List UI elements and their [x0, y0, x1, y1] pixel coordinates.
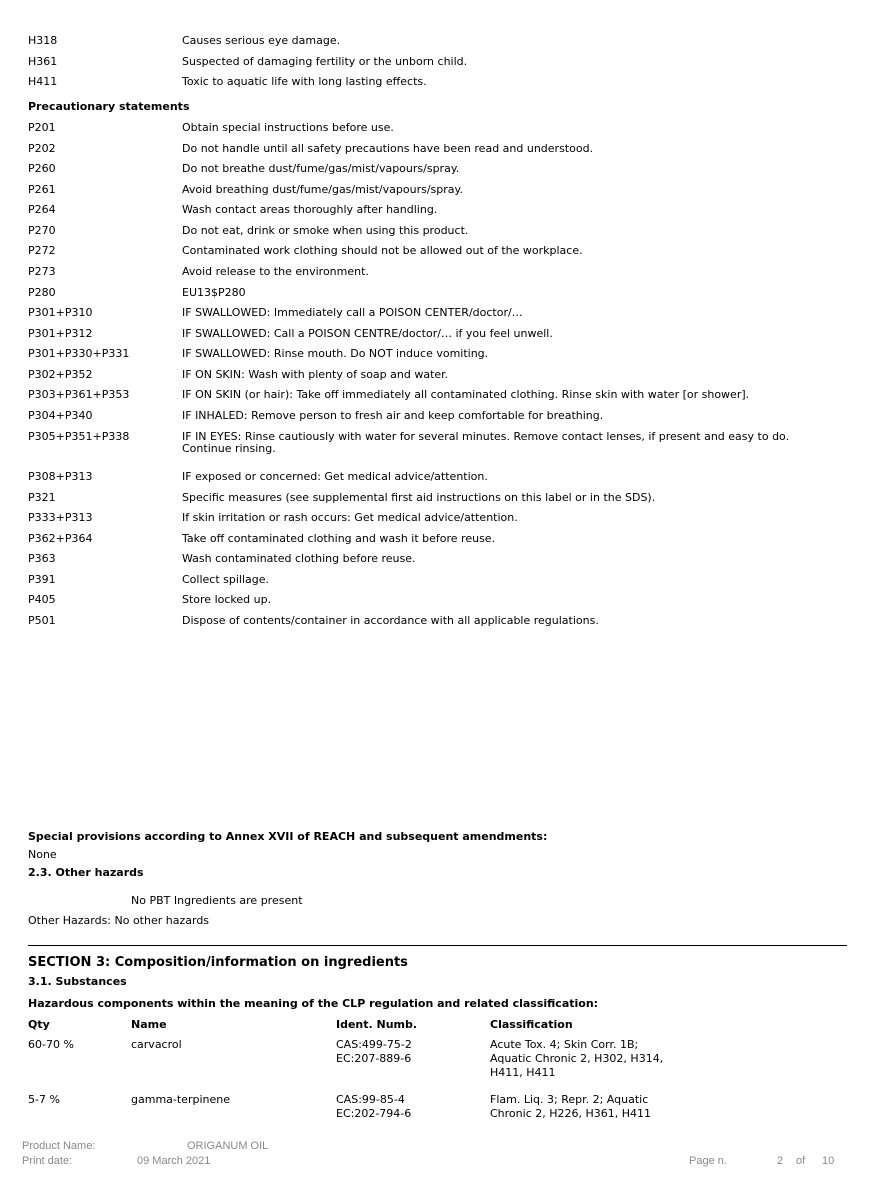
footer-print-value: 09 March 2021 [137, 1155, 211, 1167]
statement-code: P305+P351+P338 [28, 430, 130, 443]
cell-qty: 5-7 % [28, 1093, 60, 1106]
statement-code: P405 [28, 593, 56, 606]
cell-ident-cas: CAS:99-85-4 [336, 1093, 405, 1106]
statement-text: IF IN EYES: Rinse cautiously with water for several minutes. Remove contact lenses, if present and easy to do. [182, 430, 790, 443]
statement-code: H318 [28, 34, 58, 47]
cell-ident-ec: EC:202-794-6 [336, 1107, 412, 1120]
statement-code: P303+P361+P353 [28, 388, 130, 401]
cell-classification: Chronic 2, H226, H361, H411 [490, 1107, 652, 1120]
cell-classification: Aquatic Chronic 2, H302, H314, [490, 1052, 664, 1065]
cell-ident-ec: EC:207-889-6 [336, 1052, 412, 1065]
statement-text: IF ON SKIN: Wash with plenty of soap and water. [182, 368, 449, 381]
statement-text: Collect spillage. [182, 573, 270, 586]
statement-text: IF SWALLOWED: Call a POISON CENTRE/doctor/… if you feel unwell. [182, 327, 553, 340]
footer-page-current: 2 [777, 1155, 784, 1167]
special-provisions-heading: Special provisions according to Annex XVII of REACH and subsequent amendments: [28, 830, 548, 843]
statement-code: P501 [28, 614, 56, 627]
section3-title: SECTION 3: Composition/information on ingredients [28, 955, 408, 970]
column-header-name: Name [131, 1018, 167, 1031]
statement-text: Toxic to aquatic life with long lasting effects. [182, 75, 427, 88]
statement-text: Obtain special instructions before use. [182, 121, 394, 134]
statement-code: H361 [28, 55, 58, 68]
cell-classification: Acute Tox. 4; Skin Corr. 1B; [490, 1038, 639, 1051]
statement-code: P280 [28, 286, 56, 299]
statement-code: P304+P340 [28, 409, 93, 422]
statement-text: Do not eat, drink or smoke when using this product. [182, 224, 469, 237]
statement-text: Store locked up. [182, 593, 272, 606]
footer-page-of: of [796, 1155, 806, 1167]
cell-name: gamma-terpinene [131, 1093, 230, 1106]
cell-classification: Flam. Liq. 3; Repr. 2; Aquatic [490, 1093, 649, 1106]
statement-code: P301+P312 [28, 327, 93, 340]
statement-text: IF SWALLOWED: Immediately call a POISON CENTER/doctor/… [182, 306, 523, 319]
components-heading: Hazardous components within the meaning of the CLP regulation and related classification: [28, 997, 599, 1010]
statement-code: H411 [28, 75, 58, 88]
cell-qty: 60-70 % [28, 1038, 74, 1051]
statement-text: EU13$P280 [182, 286, 246, 299]
statement-text: IF exposed or concerned: Get medical advice/attention. [182, 470, 488, 483]
column-header-ident: Ident. Numb. [336, 1018, 418, 1031]
statement-code: P301+P310 [28, 306, 93, 319]
statement-text: If skin irritation or rash occurs: Get medical advice/attention. [182, 511, 518, 524]
statement-text: Do not handle until all safety precautions have been read and understood. [182, 142, 594, 155]
precautionary-heading: Precautionary statements [28, 100, 190, 113]
statement-code: P308+P313 [28, 470, 93, 483]
statement-code: P270 [28, 224, 56, 237]
section-divider [28, 945, 847, 946]
column-header-qty: Qty [28, 1018, 50, 1031]
statement-code: P261 [28, 183, 56, 196]
statement-code: P363 [28, 552, 56, 565]
footer-print-label: Print date: [22, 1155, 73, 1167]
statement-code: P391 [28, 573, 56, 586]
statement-text: IF INHALED: Remove person to fresh air and keep comfortable for breathing. [182, 409, 604, 422]
cell-ident-cas: CAS:499-75-2 [336, 1038, 412, 1051]
statement-text: Do not breathe dust/fume/gas/mist/vapours/spray. [182, 162, 460, 175]
statement-code: P362+P364 [28, 532, 93, 545]
statement-text: Wash contact areas thoroughly after handling. [182, 203, 438, 216]
statement-text: Avoid breathing dust/fume/gas/mist/vapours/spray. [182, 183, 463, 196]
statement-text: IF SWALLOWED: Rinse mouth. Do NOT induce vomiting. [182, 347, 489, 360]
statement-text: IF ON SKIN (or hair): Take off immediately all contaminated clothing. Rinse skin with water [or shower]. [182, 388, 750, 401]
footer-product-value: ORIGANUM OIL [187, 1140, 269, 1152]
statement-code: P202 [28, 142, 56, 155]
statement-text: Dispose of contents/container in accordance with all applicable regulations. [182, 614, 599, 627]
column-header-classification: Classification [490, 1018, 573, 1031]
statement-text: Wash contaminated clothing before reuse. [182, 552, 416, 565]
statement-code: P333+P313 [28, 511, 93, 524]
statement-code: P264 [28, 203, 56, 216]
statement-code: P321 [28, 491, 56, 504]
statement-code: P301+P330+P331 [28, 347, 130, 360]
other-hazards-heading: 2.3. Other hazards [28, 866, 144, 879]
statement-text: Take off contaminated clothing and wash it before reuse. [182, 532, 496, 545]
statement-text: Causes serious eye damage. [182, 34, 341, 47]
statement-code: P302+P352 [28, 368, 93, 381]
section3-subtitle: 3.1. Substances [28, 975, 127, 988]
footer-page-label: Page n. [689, 1155, 727, 1167]
pbt-statement: No PBT Ingredients are present [131, 894, 303, 907]
statement-text: Specific measures (see supplemental first aid instructions on this label or in the SDS). [182, 491, 656, 504]
statement-text: Avoid release to the environment. [182, 265, 369, 278]
statement-text: Contaminated work clothing should not be allowed out of the workplace. [182, 244, 583, 257]
statement-code: P273 [28, 265, 56, 278]
footer-page-total: 10 [822, 1155, 835, 1167]
statement-code: P272 [28, 244, 56, 257]
statement-text-continued: Continue rinsing. [182, 442, 276, 455]
special-provisions-value: None [28, 848, 57, 861]
other-hazards-label: Other Hazards: No other hazards [28, 914, 210, 927]
statement-text: Suspected of damaging fertility or the unborn child. [182, 55, 468, 68]
footer-product-label: Product Name: [22, 1140, 96, 1152]
statement-code: P201 [28, 121, 56, 134]
cell-name: carvacrol [131, 1038, 182, 1051]
cell-classification: H411, H411 [490, 1066, 556, 1079]
statement-code: P260 [28, 162, 56, 175]
